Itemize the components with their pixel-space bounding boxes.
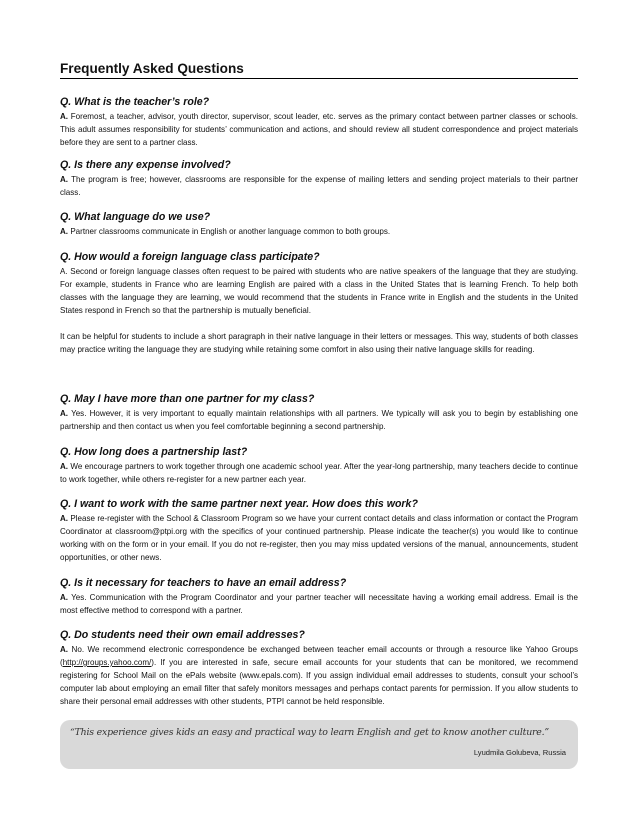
faq-question: Q. Is it necessary for teachers to have an email address? bbox=[60, 577, 347, 589]
yahoo-groups-link[interactable]: http://groups.yahoo.com/ bbox=[62, 658, 152, 667]
faq-question: Q. How would a foreign language class participate? bbox=[60, 251, 320, 263]
faq-item bbox=[60, 210, 578, 238]
faq-answer: A. We encourage partners to work together through one academic school year. After the year-long partnership, many teachers decide to continue to work together, while others re-register for a new partner each year. bbox=[60, 462, 578, 484]
faq-question: Q. I want to work with the same partner next year. How does this work? bbox=[60, 498, 418, 510]
faq-item bbox=[60, 392, 578, 433]
faq-answer: A. No. We recommend electronic correspondence be exchanged between teacher email accounts or through a resource like Yahoo Groups (http://groups.yahoo.com/). If you are interested in safe, secure email accounts for your students that can be monitored, we recommend registering for School Mail on the ePals website (www.epals.com). If you assign individual email addresses to students, consult your school’s computer lab about employing an email filter that safely monitors messages and perhaps contact parents for permission. If you allow students to share their personal email addresses with other students, PTPI cannot be held responsible. bbox=[60, 645, 578, 706]
faq-item bbox=[60, 445, 578, 486]
faq-question: Q. What language do we use? bbox=[60, 211, 211, 223]
testimonial-author: Lyudmila Golubeva, Russia bbox=[473, 748, 566, 757]
faq-question: Q. Is there any expense involved? bbox=[60, 159, 231, 171]
faq-answer: A. The program is free; however, classrooms are responsible for the expense of mailing letters and sending project materials to their partner class. bbox=[60, 175, 578, 197]
faq-item bbox=[60, 158, 578, 199]
faq-answer-continued: It can be helpful for students to include a short paragraph in their native language in their letters or messages. This way, students of both classes may practice writing the language they are studying while retaining some comfort in also using their native language skills for reading. bbox=[60, 332, 578, 354]
faq-answer: A. Second or foreign language classes often request to be paired with students who are native speakers of the language that they are studying. For example, students in France who are learning English are paired with a class in the United States that is learning French. To help both classes with the language they are learning, we would recommend that the students in France write in English and the students in the United States respond in French so that the partnership is mutually beneficial. bbox=[60, 267, 578, 315]
faq-item bbox=[60, 250, 578, 356]
faq-question: Q. Do students need their own email addresses? bbox=[60, 629, 305, 641]
faq-question: Q. May I have more than one partner for my class? bbox=[60, 393, 315, 405]
page-title: Frequently Asked Questions bbox=[60, 61, 578, 79]
faq-item bbox=[60, 497, 578, 564]
faq-item bbox=[60, 95, 578, 149]
testimonial-box bbox=[60, 720, 578, 769]
faq-question: Q. What is the teacher’s role? bbox=[60, 96, 210, 108]
faq-answer: A. Yes. However, it is very important to equally maintain relationships with all partners. We typically will ask you to begin by establishing one partnership and then contact us when you feel comfortable beginning a second partnership. bbox=[60, 409, 578, 431]
faq-question: Q. How long does a partnership last? bbox=[60, 446, 248, 458]
faq-item bbox=[60, 628, 578, 708]
testimonial-quote: “This experience gives kids an easy and practical way to learn English and get to know another culture.” bbox=[70, 727, 550, 738]
faq-answer: A. Please re-register with the School & Classroom Program so we have your current contact details and class information or contact the Program Coordinator at classroom@ptpi.org with the specifics of your continued partnership. Please indicate the teacher(s) you would like to continue working with on the form or in your email. If you do not re-register, then you may miss updated versions of the manual, announcements, student opportunities, or other news. bbox=[60, 514, 578, 562]
faq-answer: A. Foremost, a teacher, advisor, youth director, supervisor, scout leader, etc. serves as the primary contact between partner classes or schools. This adult assumes responsibility for students’ communication and actions, and should review all student correspondence and project materials before they are sent to a partner class. bbox=[60, 112, 578, 147]
faq-answer: A. Yes. Communication with the Program Coordinator and your partner teacher will necessitate having a working email address. Email is the most effective method to correspond with a partner. bbox=[60, 593, 578, 615]
faq-answer: A. Partner classrooms communicate in English or another language common to both groups. bbox=[60, 227, 391, 236]
faq-item bbox=[60, 576, 578, 617]
